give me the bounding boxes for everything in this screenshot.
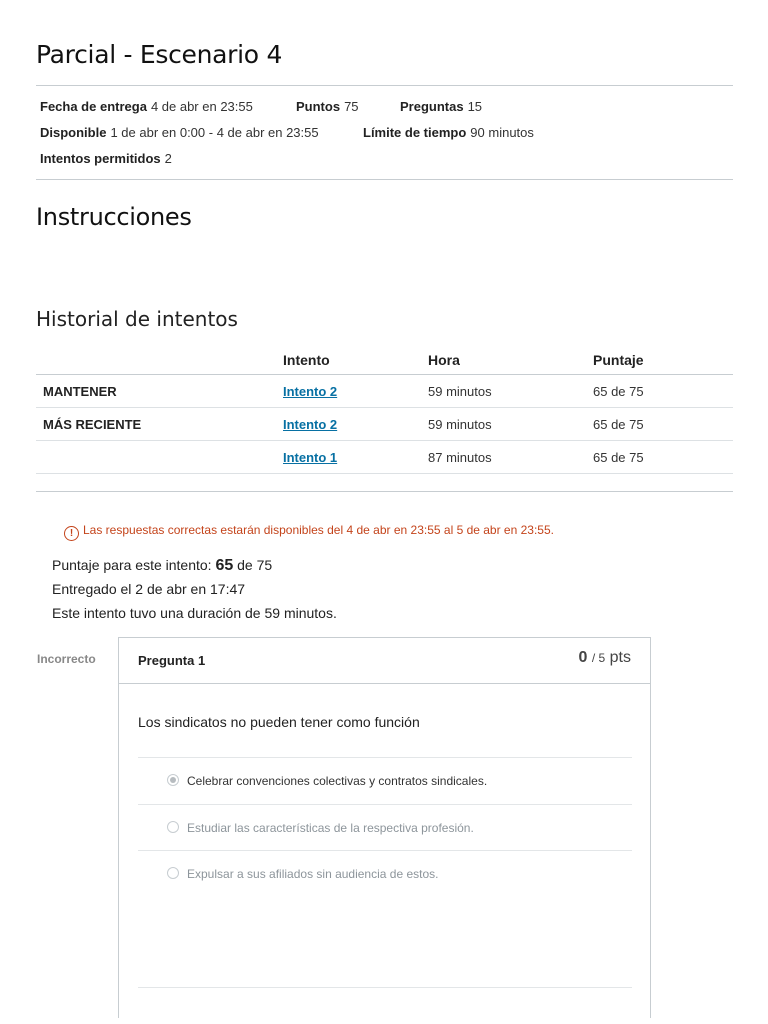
divider: [36, 179, 733, 180]
row-label: [36, 441, 283, 474]
meta-disponible: [40, 125, 319, 140]
divider: [36, 85, 733, 86]
duration-line: Este intento tuvo una duración de 59 minutos.: [52, 605, 337, 621]
meta-row-1: [40, 99, 253, 114]
row-label: MÁS RECIENTE: [36, 408, 283, 441]
answer-divider: [138, 757, 632, 758]
question-max: / 5: [591, 651, 606, 665]
answer-option[interactable]: [167, 867, 438, 881]
question-header: [119, 638, 650, 684]
disponible-label: Disponible: [40, 125, 107, 140]
attempt-score: 65 de 75: [593, 441, 733, 474]
question-score: 0: [578, 649, 588, 666]
warning-icon: !: [64, 526, 79, 541]
answer-divider: [138, 804, 632, 805]
answer-divider: [138, 850, 632, 851]
page-title: Parcial - Escenario 4: [36, 40, 283, 69]
instructions-heading: Instrucciones: [36, 203, 192, 231]
score-prefix: Puntaje para este intento:: [52, 557, 212, 573]
column-header-hora: Hora: [428, 345, 593, 375]
intentos-label: Intentos permitidos: [40, 151, 161, 166]
attempt-score-line: [52, 557, 272, 575]
disponible-value: 1 de abr en 0:00 - 4 de abr en 23:55: [110, 125, 319, 140]
question-points: [579, 649, 632, 667]
attempt-link[interactable]: Intento 1: [283, 449, 338, 465]
answer-divider: [138, 987, 632, 988]
attempt-history-table: [36, 345, 733, 474]
meta-limite: [363, 125, 534, 140]
answer-text: Expulsar a sus afiliados sin audiencia de estos.: [187, 867, 439, 881]
intentos-value: 2: [164, 151, 172, 166]
puntos-label: Puntos: [296, 99, 341, 114]
table-row: [36, 441, 733, 474]
answer-option[interactable]: [167, 774, 487, 788]
divider: [36, 491, 733, 492]
score-suffix: de 75: [237, 557, 273, 573]
radio-selected-icon: [167, 774, 179, 786]
submitted-line: Entregado el 2 de abr en 17:47: [52, 581, 246, 597]
meta-puntos: [296, 99, 359, 114]
attempt-time: 59 minutos: [428, 408, 593, 441]
question-name: Pregunta 1: [138, 653, 206, 668]
column-header: [36, 345, 283, 375]
column-header-puntaje: Puntaje: [593, 345, 733, 375]
radio-icon: [167, 867, 179, 879]
meta-preguntas: [400, 99, 482, 114]
row-label: MANTENER: [36, 375, 283, 408]
meta-intentos: [40, 151, 172, 166]
question-status-label: Incorrecto: [37, 652, 96, 666]
notice-text: Las respuestas correctas estarán disponibles del 4 de abr en 23:55 al 5 de abr en 23:55.: [83, 523, 554, 537]
attempt-link[interactable]: Intento 2: [283, 383, 338, 399]
preguntas-label: Preguntas: [400, 99, 464, 114]
radio-icon: [167, 821, 179, 833]
question-card: [118, 637, 651, 1018]
fecha-value: 4 de abr en 23:55: [150, 99, 253, 114]
table-header-row: [36, 345, 733, 375]
column-header-intento: Intento: [283, 345, 428, 375]
table-row: [36, 408, 733, 441]
puntos-value: 75: [344, 99, 359, 114]
fecha-label: Fecha de entrega: [40, 99, 147, 114]
attempt-score-value: 65: [215, 557, 234, 574]
attempt-time: 87 minutos: [428, 441, 593, 474]
attempt-time: 59 minutos: [428, 375, 593, 408]
attempt-score: 65 de 75: [593, 375, 733, 408]
answer-option[interactable]: [167, 821, 474, 835]
table-row: [36, 375, 733, 408]
attempt-score: 65 de 75: [593, 408, 733, 441]
limite-label: Límite de tiempo: [363, 125, 467, 140]
answers-availability-notice: [64, 523, 554, 541]
pts-label: pts: [609, 649, 631, 666]
limite-value: 90 minutos: [470, 125, 534, 140]
question-text: Los sindicatos no pueden tener como función: [138, 714, 420, 730]
history-heading: Historial de intentos: [36, 307, 238, 331]
answer-text: Celebrar convenciones colectivas y contratos sindicales.: [187, 774, 488, 788]
answer-text: Estudiar las características de la respectiva profesión.: [187, 821, 474, 835]
attempt-link[interactable]: Intento 2: [283, 416, 338, 432]
preguntas-value: 15: [467, 99, 483, 114]
